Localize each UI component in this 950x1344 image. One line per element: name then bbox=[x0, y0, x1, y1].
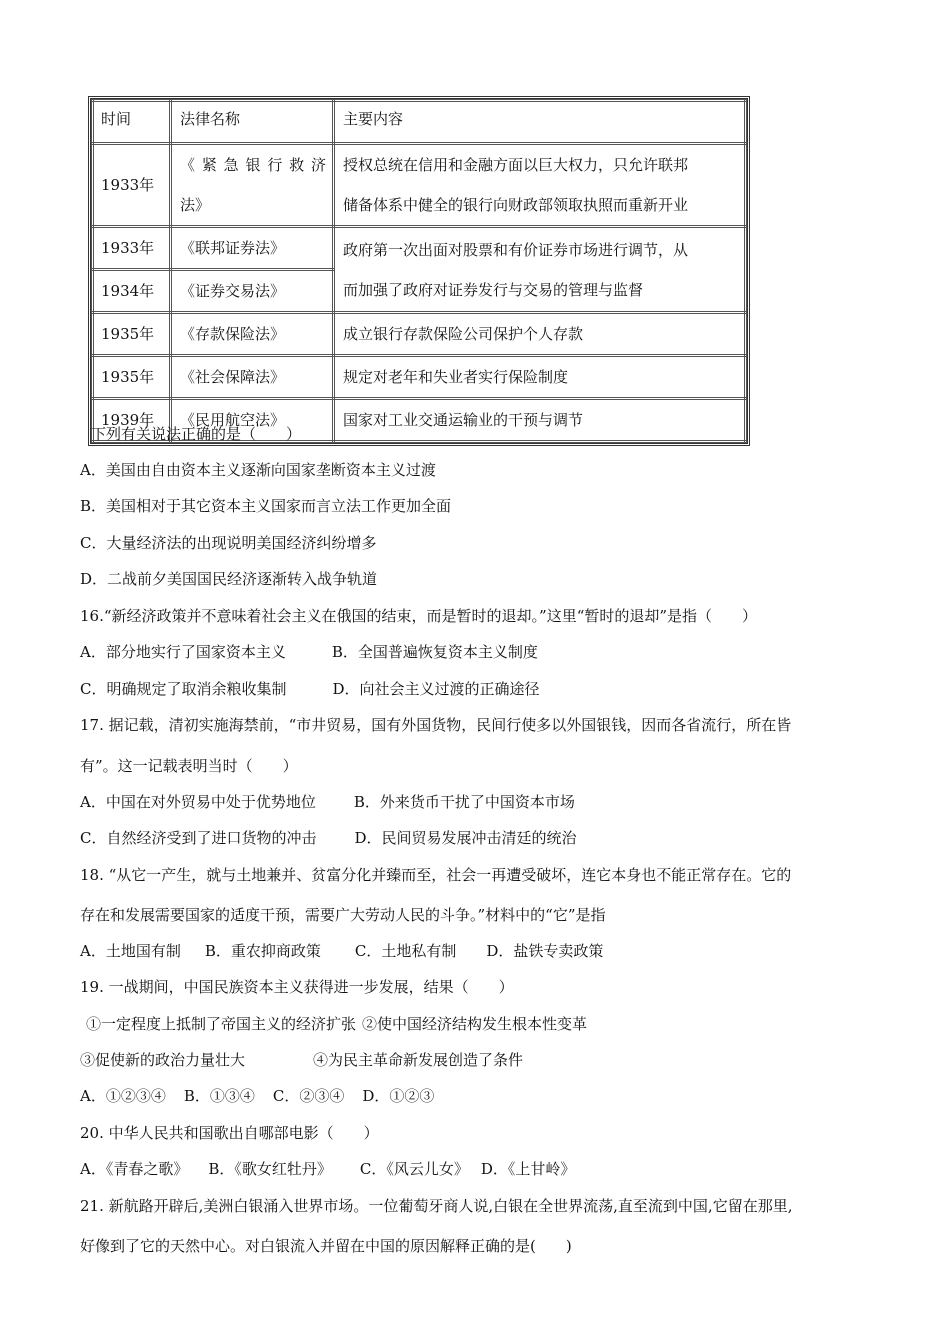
q21-stem-line1: 21. 新航路开辟后,美洲白银涌入世界市场。一位葡萄牙商人说,白银在全世界流荡,直至流到中国,它留在那里, bbox=[80, 1197, 793, 1215]
cell-content-line: 政府第一次出面对股票和有价证券市场进行调节，从 bbox=[343, 240, 689, 259]
q19-item-1: ①一定程度上抵制了帝国主义的经济扩张 bbox=[86, 1015, 357, 1033]
q19-option-d: D．①②③ bbox=[362, 1087, 435, 1105]
header-content: 主要内容 bbox=[334, 101, 746, 144]
q16-option-b: B．全国普遍恢复资本主义制度 bbox=[331, 643, 538, 661]
q19-items-row2 bbox=[80, 1049, 523, 1070]
law-table bbox=[91, 99, 747, 443]
cell-content: 国家对工业交通运输业的干预与调节 bbox=[334, 399, 746, 442]
cell-law-line: 《紧急银行救济 bbox=[180, 156, 326, 174]
cell-law: 《证券交易法》 bbox=[171, 270, 334, 313]
q19-option-a: A．①②③④ bbox=[80, 1087, 166, 1105]
cell-law: 《存款保险法》 bbox=[171, 313, 334, 356]
table-row bbox=[93, 227, 746, 270]
cell-time: 1934年 bbox=[93, 270, 171, 313]
q17-option-c: C．自然经济受到了进口货物的冲击 bbox=[80, 829, 317, 847]
cell-law: 《民用航空法》 bbox=[171, 399, 334, 442]
q19-option-c: C．②③④ bbox=[272, 1087, 345, 1105]
q19-item-4: ④为民主革命新发展创造了条件 bbox=[313, 1051, 524, 1069]
q18-stem-line1: 18. “从它一产生，就与土地兼并、贫富分化并臻而至，社会一再遭受破坏，连它本身也不能正常存在。它的 bbox=[80, 866, 792, 884]
q16-options-row1 bbox=[80, 641, 538, 662]
q19-stem: 19. 一战期间，中国民族资本主义获得进一步发展，结果（ ） bbox=[80, 978, 514, 996]
cell-time: 1939年 bbox=[93, 399, 171, 442]
q18-option-c: C．土地私有制 bbox=[354, 942, 457, 960]
q17-options-row2 bbox=[80, 827, 577, 848]
cell-law bbox=[171, 144, 334, 227]
table-row bbox=[93, 356, 746, 399]
q18-stem-line2: 存在和发展需要国家的适度干预，需要广大劳动人民的斗争。”材料中的“它”是指 bbox=[80, 906, 606, 924]
q19-item-3: ③促使新的政治力量壮大 bbox=[80, 1051, 246, 1069]
q15-stem: 下列有关说法正确的是（ ） bbox=[91, 425, 302, 443]
q17-options-row1 bbox=[80, 791, 575, 812]
cell-time: 1935年 bbox=[93, 356, 171, 399]
q18-option-a: A．土地国有制 bbox=[80, 942, 181, 960]
cell-time: 1935年 bbox=[93, 313, 171, 356]
header-time: 时间 bbox=[93, 101, 171, 144]
q16-stem: 16.“新经济政策并不意味着社会主义在俄国的结束，而是暂时的退却。”这里“暂时的退却”是指（ ） bbox=[80, 607, 758, 625]
cell-time: 1933年 bbox=[93, 144, 171, 227]
q20-options bbox=[80, 1158, 575, 1179]
cell-law: 《联邦证券法》 bbox=[171, 227, 334, 270]
q20-option-b: B．《歌女红牡丹》 bbox=[208, 1160, 332, 1178]
q17-option-a: A．中国在对外贸易中处于优势地位 bbox=[80, 793, 316, 811]
q17-option-d: D．民间贸易发展冲击清廷的统治 bbox=[354, 829, 577, 847]
q18-option-b: B．重农抑商政策 bbox=[204, 942, 321, 960]
q15-option-a: A．美国由自由资本主义逐渐向国家垄断资本主义过渡 bbox=[80, 461, 436, 479]
table-row bbox=[93, 313, 746, 356]
q17-option-b: B．外来货币干扰了中国资本市场 bbox=[353, 793, 575, 811]
cell-law: 《社会保障法》 bbox=[171, 356, 334, 399]
q16-option-c: C．明确规定了取消余粮收集制 bbox=[80, 680, 287, 698]
q18-options bbox=[80, 940, 603, 961]
q20-option-c: C．《风云儿女》 bbox=[359, 1160, 469, 1178]
q20-stem: 20. 中华人民共和国歌出自哪部电影（ ） bbox=[80, 1124, 379, 1142]
q19-option-b: B．①③④ bbox=[183, 1087, 255, 1105]
cell-content-line: 储备体系中健全的银行向财政部领取执照而重新开业 bbox=[343, 196, 689, 214]
q19-item-2: ②使中国经济结构发生根本性变革 bbox=[362, 1015, 588, 1033]
cell-content-line: 而加强了政府对证券发行与交易的管理与监督 bbox=[343, 280, 644, 299]
q15-option-d: D．二战前夕美国国民经济逐渐转入战争轨道 bbox=[80, 570, 378, 588]
q16-option-a: A．部分地实行了国家资本主义 bbox=[80, 643, 286, 661]
q17-stem-line2: 有”。这一记载表明当时（ ） bbox=[80, 757, 298, 775]
q20-option-a: A．《青春之歌》 bbox=[80, 1160, 189, 1178]
q19-options bbox=[80, 1085, 434, 1106]
q15-option-b: B．美国相对于其它资本主义国家而言立法工作更加全面 bbox=[80, 497, 452, 515]
cell-content-line: 授权总统在信用和金融方面以巨大权力，只允许联邦 bbox=[343, 156, 689, 174]
table-row bbox=[93, 144, 746, 227]
cell-time: 1933年 bbox=[93, 227, 171, 270]
q17-stem-line1: 17. 据记载，清初实施海禁前，“市井贸易，国有外国货物，民间行使多以外国银钱，因而各省流行，所在皆 bbox=[80, 716, 792, 734]
header-law-name: 法律名称 bbox=[171, 101, 334, 144]
q19-items-row1 bbox=[86, 1013, 587, 1034]
q16-option-d: D．向社会主义过渡的正确途径 bbox=[332, 680, 540, 698]
q15-option-c: C．大量经济法的出现说明美国经济纠纷增多 bbox=[80, 534, 377, 552]
cell-content bbox=[334, 144, 746, 227]
q16-options-row2 bbox=[80, 678, 540, 699]
cell-content: 成立银行存款保险公司保护个人存款 bbox=[334, 313, 746, 356]
q21-stem-line2: 好像到了它的天然中心。对白银流入并留在中国的原因解释正确的是( ) bbox=[80, 1237, 572, 1255]
table-header-row bbox=[93, 101, 746, 144]
q20-option-d: D．《上甘岭》 bbox=[480, 1160, 576, 1178]
cell-content: 规定对老年和失业者实行保险制度 bbox=[334, 356, 746, 399]
cell-law-line: 法》 bbox=[180, 196, 211, 214]
cell-content-merged bbox=[334, 227, 746, 313]
q18-option-d: D．盐铁专卖政策 bbox=[486, 942, 604, 960]
